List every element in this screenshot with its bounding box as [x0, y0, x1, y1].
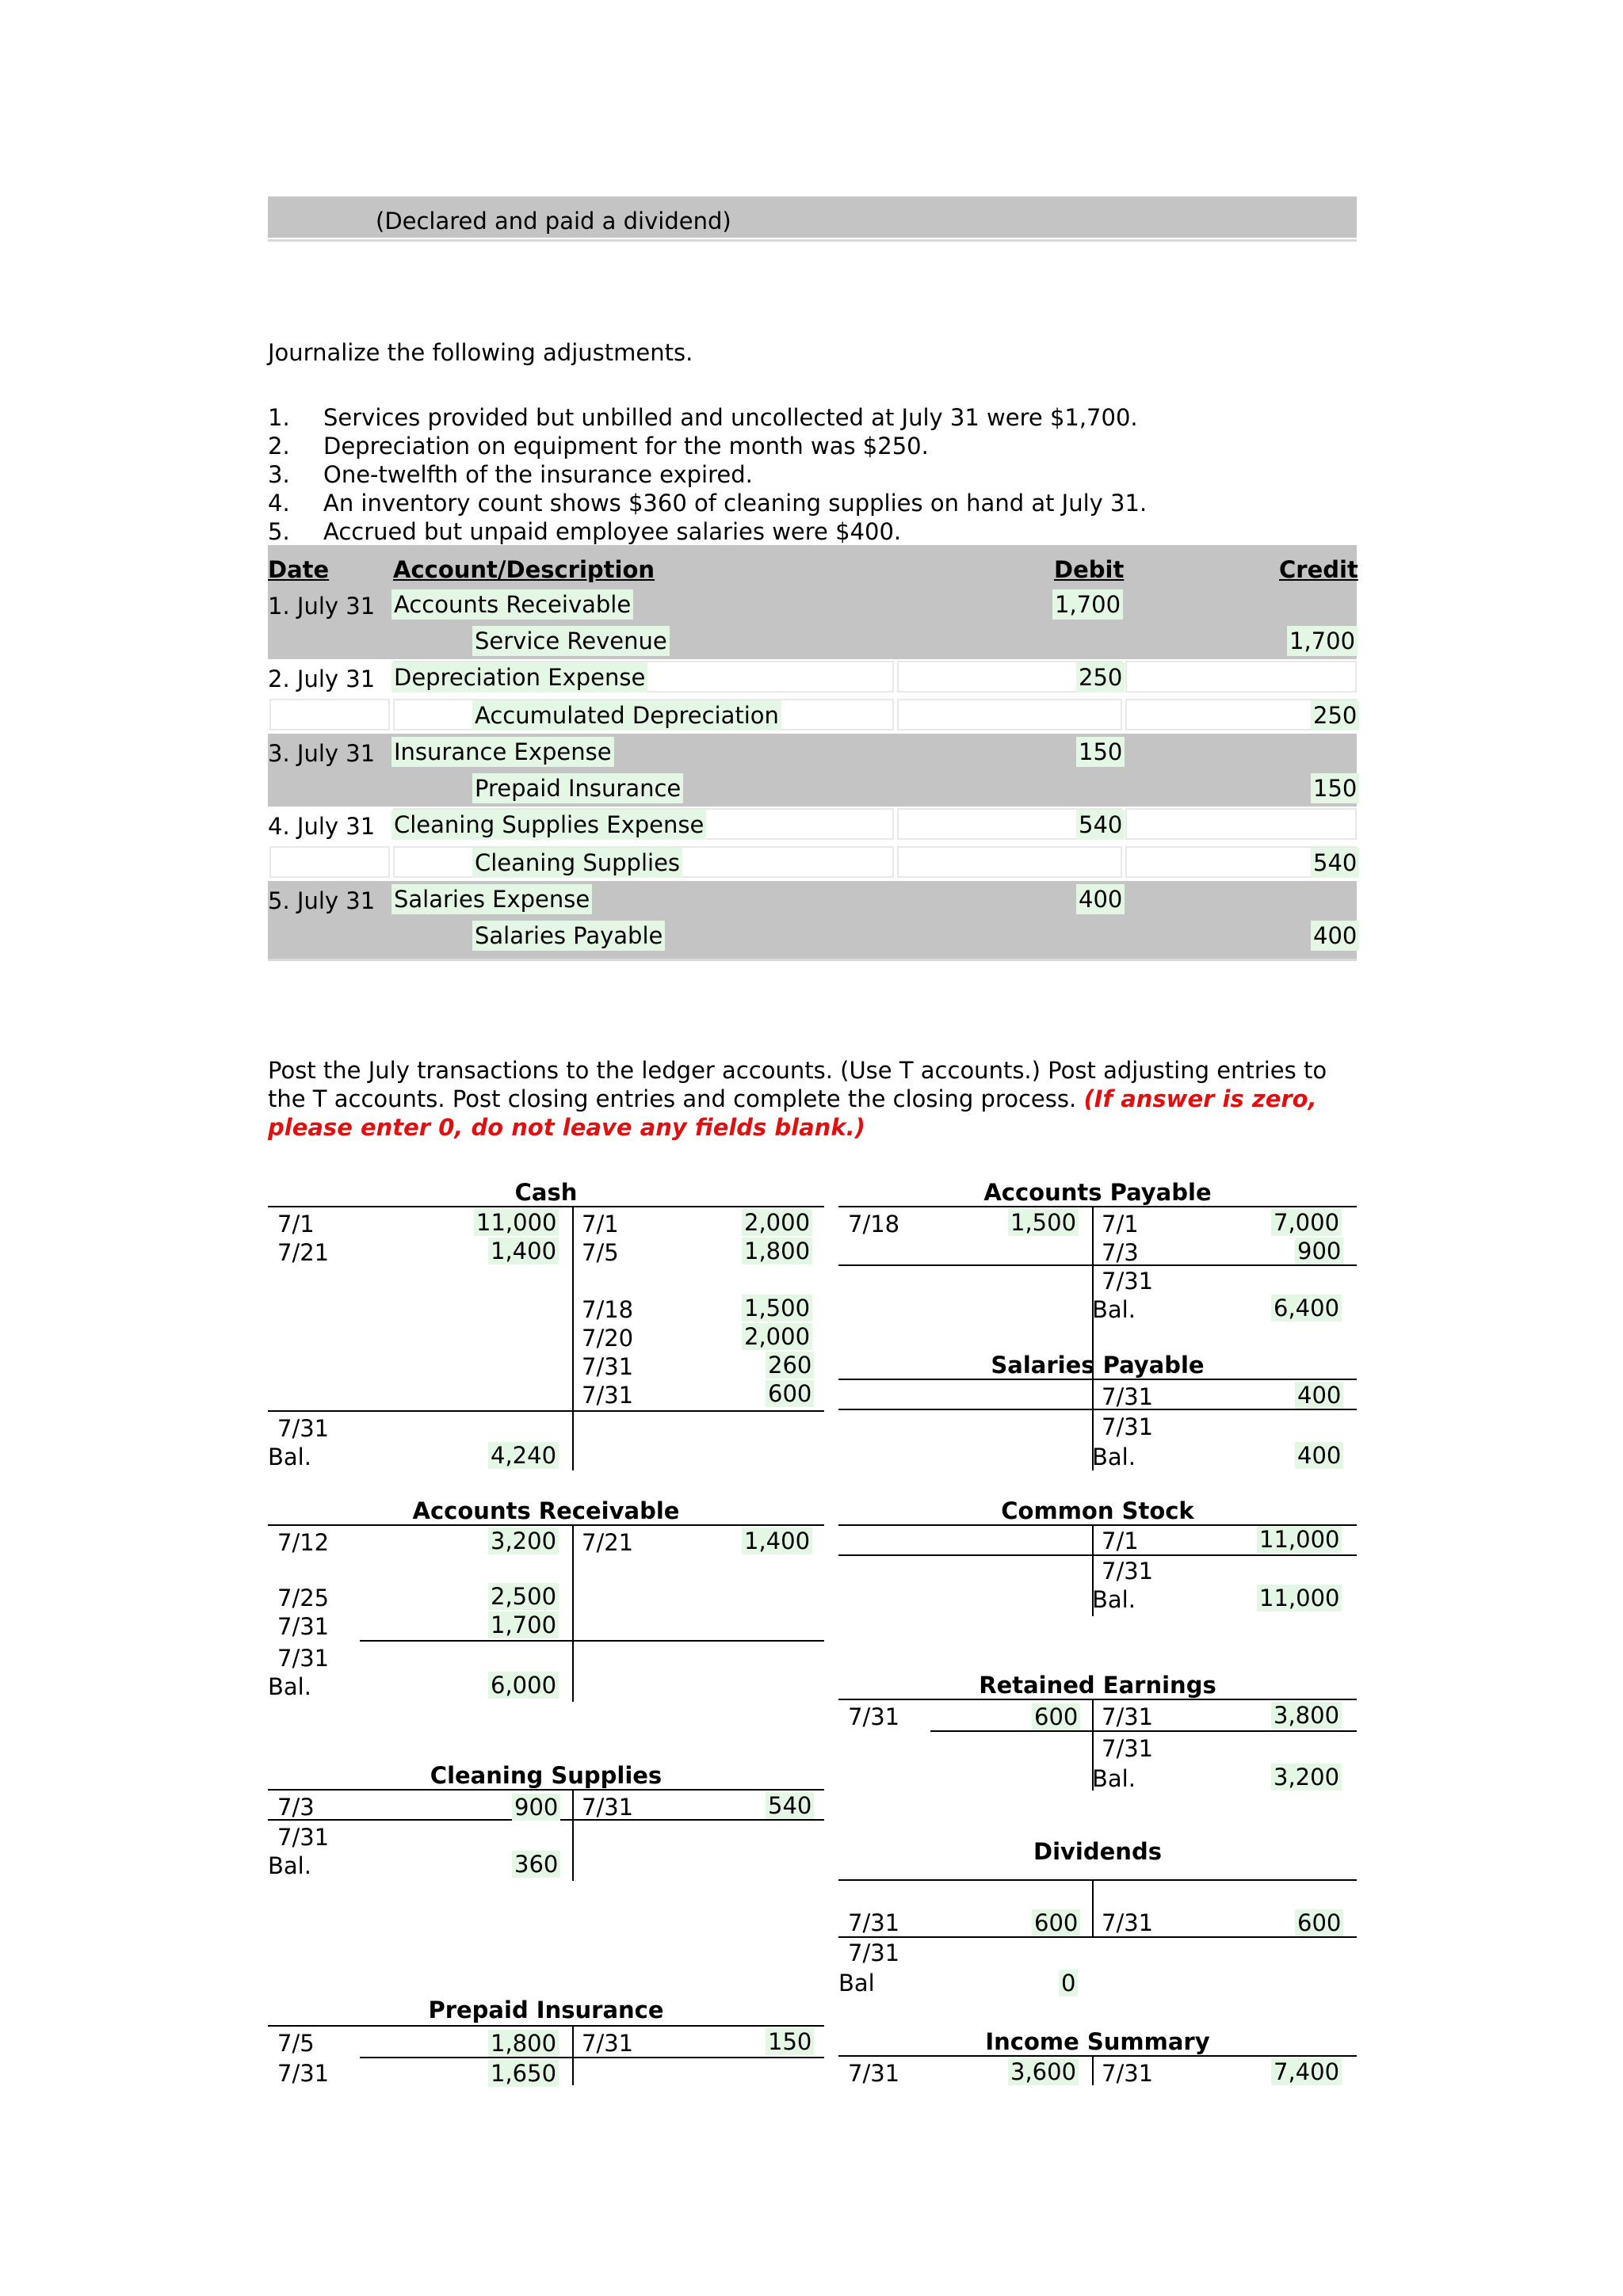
t-balance-value[interactable]: 3,200: [1271, 1764, 1342, 1791]
t-entry-value[interactable]: 150: [766, 2028, 814, 2055]
credit-input[interactable]: [1125, 661, 1357, 692]
t-account-top-rule: [268, 1206, 824, 1207]
t-account-balance-rule: [838, 1936, 1357, 1938]
t-account-center-rule: [1092, 1879, 1094, 1936]
t-entry-date: 7/1: [1102, 1527, 1139, 1554]
t-entry-value[interactable]: 1,400: [488, 1238, 559, 1264]
adjustment-item: 4.: [268, 490, 290, 517]
t-balance-date: 7/31: [1102, 1268, 1154, 1295]
t-balance-date: 7/31: [1102, 1558, 1154, 1585]
journal-debit[interactable]: 1,700: [1052, 589, 1123, 620]
t-entry-value[interactable]: 7,400: [1271, 2058, 1342, 2085]
journal-table-bottom-line: [268, 959, 1357, 961]
adjustment-item: 2.: [268, 433, 290, 460]
t-balance-value[interactable]: 6,000: [488, 1672, 559, 1699]
t-entry-date: 7/1: [277, 1211, 315, 1238]
t-account-top-rule: [268, 1789, 824, 1791]
t-entry-value[interactable]: 1,800: [742, 1238, 812, 1264]
journal-credit[interactable]: 1,700: [1287, 626, 1358, 656]
t-balance-value[interactable]: 4,240: [488, 1442, 559, 1469]
t-account-center-rule: [1092, 2055, 1094, 2085]
t-entry-value[interactable]: 400: [1295, 1382, 1343, 1409]
journal-debit[interactable]: 540: [1076, 810, 1125, 840]
t-entry-value[interactable]: 600: [1295, 1909, 1343, 1936]
journal-account[interactable]: Salaries Expense: [391, 884, 592, 914]
t-account-center-rule: [572, 2025, 574, 2085]
journal-credit[interactable]: 150: [1311, 773, 1359, 803]
t-balance-date: 7/31: [1102, 1413, 1154, 1440]
t-account-title: Common Stock: [1001, 1497, 1194, 1524]
t-account-top-rule: [838, 1206, 1357, 1207]
t-entry-value[interactable]: 11,000: [474, 1209, 559, 1236]
t-entry-date: 7/3: [277, 1794, 315, 1821]
t-balance-date: 7/31: [277, 1824, 330, 1851]
journal-date: 4. July 31: [268, 813, 376, 840]
t-balance-label: Bal.: [268, 1673, 311, 1700]
adjustment-item-text: Accrued but unpaid employee salaries were $400.: [323, 518, 902, 545]
t-entry-value[interactable]: 540: [766, 1792, 814, 1819]
journal-debit[interactable]: 400: [1076, 884, 1125, 914]
t-account-title: Income Summary: [985, 2028, 1210, 2055]
t-entry-value[interactable]: 3,200: [488, 1527, 559, 1554]
t-account-balance-rule: [838, 1409, 1357, 1410]
t-balance-date: 7/31: [1102, 1735, 1154, 1762]
t-account-title: Dividends: [1033, 1838, 1162, 1865]
t-entry-date: 7/18: [848, 1211, 900, 1238]
t-entry-date: 7/31: [582, 1794, 634, 1821]
t-entry-date: 7/12: [277, 1529, 330, 1556]
adjustment-item-text: Depreciation on equipment for the month was $250.: [323, 433, 929, 460]
t-entry-value[interactable]: 1,400: [742, 1527, 812, 1554]
adjustment-item-text: An inventory count shows $360 of cleaning supplies on hand at July 31.: [323, 490, 1148, 517]
journal-account[interactable]: Depreciation Expense: [391, 662, 647, 692]
t-entry-value[interactable]: 2,000: [742, 1209, 812, 1236]
t-entry-date: 7/31: [277, 2060, 330, 2087]
t-balance-label: Bal.: [268, 1852, 311, 1879]
t-account-balance-rule: [360, 2057, 824, 2058]
t-account-balance-rule: [930, 1730, 1357, 1732]
adjustment-item: 1.: [268, 404, 290, 431]
t-entry-date: 7/20: [582, 1325, 634, 1352]
journal-debit[interactable]: 250: [1076, 662, 1125, 692]
t-entry-date: 7/31: [1102, 2060, 1154, 2087]
t-balance-value[interactable]: 11,000: [1257, 1585, 1342, 1611]
t-entry-date: 7/21: [582, 1529, 634, 1556]
t-account-balance-rule: [360, 1640, 824, 1642]
t-account-top-rule: [838, 1379, 1357, 1380]
debit-input[interactable]: [897, 846, 1122, 878]
t-entry-value[interactable]: 2,500: [488, 1583, 559, 1610]
t-account-top-rule: [838, 2055, 1357, 2057]
journal-credit[interactable]: 250: [1311, 700, 1359, 730]
t-entry-date: 7/31: [582, 2030, 634, 2057]
t-entry-value[interactable]: 1,800: [488, 2030, 559, 2057]
t-entry-date: 7/31: [1102, 1909, 1154, 1936]
t-entry-value[interactable]: 260: [766, 1352, 814, 1379]
journal-account-indented[interactable]: Service Revenue: [472, 626, 670, 656]
t-account-balance-rule: [838, 1264, 1357, 1266]
t-account-title: Accounts Payable: [983, 1179, 1212, 1206]
t-entry-value[interactable]: 11,000: [1257, 1526, 1342, 1553]
t-account-top-rule: [838, 1699, 1357, 1700]
t-entry-date: 7/31: [1102, 1383, 1154, 1410]
journal-header-account: Account/Description: [393, 556, 655, 583]
date-input[interactable]: [269, 699, 390, 730]
zero-warning-cont: please enter 0, do not leave any fields blank.): [268, 1114, 865, 1141]
dividend-row-underline: [268, 239, 1357, 242]
t-account-balance-rule: [838, 1554, 1357, 1556]
t-entry-value[interactable]: 600: [766, 1380, 814, 1407]
journal-date: 3. July 31: [268, 740, 376, 767]
adjustment-item: 5.: [268, 518, 290, 545]
t-entry-date: 7/31: [848, 2060, 900, 2087]
t-entry-value[interactable]: 600: [1032, 1909, 1080, 1936]
t-account-center-rule: [572, 1206, 574, 1470]
t-balance-label: Bal.: [1092, 1586, 1136, 1613]
journal-date: 1. July 31: [268, 593, 376, 620]
zero-warning: (If answer is zero,: [1083, 1085, 1317, 1112]
t-balance-label: Bal.: [1092, 1296, 1136, 1323]
t-entry-value[interactable]: 900: [1295, 1238, 1343, 1264]
t-entry-value[interactable]: 3,800: [1271, 1702, 1342, 1729]
journal-header-debit: Debit: [1054, 556, 1125, 583]
t-entry-value[interactable]: 1,650: [488, 2060, 559, 2087]
t-account-top-rule: [268, 1524, 824, 1526]
adjustment-item-text: One-twelfth of the insurance expired.: [323, 461, 753, 488]
t-balance-date: 7/31: [848, 1939, 900, 1966]
journal-header-credit: Credit: [1279, 556, 1358, 583]
date-input[interactable]: [269, 846, 390, 878]
journal-account-indented[interactable]: Salaries Payable: [472, 921, 665, 951]
t-entry-date: 7/5: [582, 1239, 619, 1266]
t-balance-value[interactable]: 6,400: [1271, 1295, 1342, 1322]
t-balance-value[interactable]: 360: [512, 1851, 560, 1878]
t-account-title: Cleaning Supplies: [430, 1762, 663, 1789]
t-balance-value[interactable]: 0: [1059, 1970, 1078, 1997]
dividend-note: (Declared and paid a dividend): [376, 208, 731, 235]
t-account-title: Salaries Payable: [991, 1352, 1205, 1379]
adjustment-item-text: Services provided but unbilled and uncollected at July 31 were $1,700.: [323, 404, 1138, 431]
t-balance-date: 7/31: [277, 1645, 330, 1672]
t-account-title: Prepaid Insurance: [428, 1997, 664, 2023]
t-account-title: Cash: [514, 1179, 578, 1206]
t-balance-date: 7/31: [277, 1415, 330, 1442]
t-entry-date: 7/18: [582, 1296, 634, 1323]
t-balance-label: Bal.: [268, 1444, 311, 1470]
t-entry-date: 7/1: [582, 1211, 619, 1238]
t-entry-value[interactable]: 900: [512, 1794, 560, 1821]
t-balance-label: Bal.: [1092, 1444, 1136, 1470]
t-entry-value[interactable]: 600: [1032, 1703, 1080, 1730]
t-balance-value[interactable]: 400: [1295, 1442, 1343, 1469]
t-entry-date: 7/31: [848, 1703, 900, 1730]
t-account-top-rule: [268, 2025, 824, 2027]
t-account-center-rule: [572, 1789, 574, 1881]
t-entry-date: 7/31: [848, 1909, 900, 1936]
credit-input[interactable]: [1125, 808, 1357, 840]
journal-account[interactable]: Accounts Receivable: [391, 589, 633, 620]
t-entry-date: 7/5: [277, 2030, 315, 2057]
t-entry-value[interactable]: 1,500: [742, 1295, 812, 1322]
t-account-center-rule: [572, 1524, 574, 1702]
t-entry-date: 7/31: [1102, 1703, 1154, 1730]
adjustments-intro: Journalize the following adjustments.: [268, 339, 693, 366]
t-entry-value[interactable]: 1,500: [1008, 1209, 1079, 1236]
journal-account-indented[interactable]: Cleaning Supplies: [472, 848, 682, 878]
t-account-balance-rule: [268, 1410, 824, 1412]
t-entry-value[interactable]: 7,000: [1271, 1209, 1342, 1236]
t-account-title: Retained Earnings: [979, 1672, 1216, 1699]
journal-credit[interactable]: 540: [1311, 848, 1359, 878]
t-entry-date: 7/1: [1102, 1211, 1139, 1238]
journal-debit[interactable]: 150: [1076, 737, 1125, 767]
t-balance-label: Bal: [838, 1970, 875, 1997]
t-entry-value[interactable]: 1,700: [488, 1611, 559, 1638]
post-instructions-line1: Post the July transactions to the ledger accounts. (Use T accounts.) Post adjusting entries to: [268, 1057, 1327, 1084]
t-entry-date: 7/25: [277, 1585, 330, 1611]
t-entry-value[interactable]: 3,600: [1008, 2058, 1079, 2085]
journal-account[interactable]: Cleaning Supplies Expense: [391, 810, 706, 840]
journal-account-indented[interactable]: Prepaid Insurance: [472, 773, 683, 803]
adjustment-item: 3.: [268, 461, 290, 488]
journal-date: 2. July 31: [268, 666, 376, 692]
t-entry-date: 7/21: [277, 1239, 330, 1266]
journal-credit[interactable]: 400: [1311, 921, 1359, 951]
journal-date: 5. July 31: [268, 887, 376, 914]
journal-header-date: Date: [268, 556, 330, 583]
t-entry-date: 7/31: [582, 1353, 634, 1380]
t-entry-date: 7/3: [1102, 1239, 1139, 1266]
t-entry-date: 7/31: [582, 1382, 634, 1409]
t-entry-date: 7/31: [277, 1613, 330, 1640]
t-entry-value[interactable]: 2,000: [742, 1323, 812, 1350]
journal-account-indented[interactable]: Accumulated Depreciation: [472, 700, 781, 730]
t-balance-label: Bal.: [1092, 1765, 1136, 1792]
t-account-top-rule: [838, 1879, 1357, 1881]
post-instructions-line2: the T accounts. Post closing entries and complete the closing process. (If answer is zero,: [268, 1085, 1317, 1112]
t-account-title: Accounts Receivable: [412, 1497, 680, 1524]
journal-account[interactable]: Insurance Expense: [391, 737, 614, 767]
debit-input[interactable]: [897, 699, 1122, 730]
